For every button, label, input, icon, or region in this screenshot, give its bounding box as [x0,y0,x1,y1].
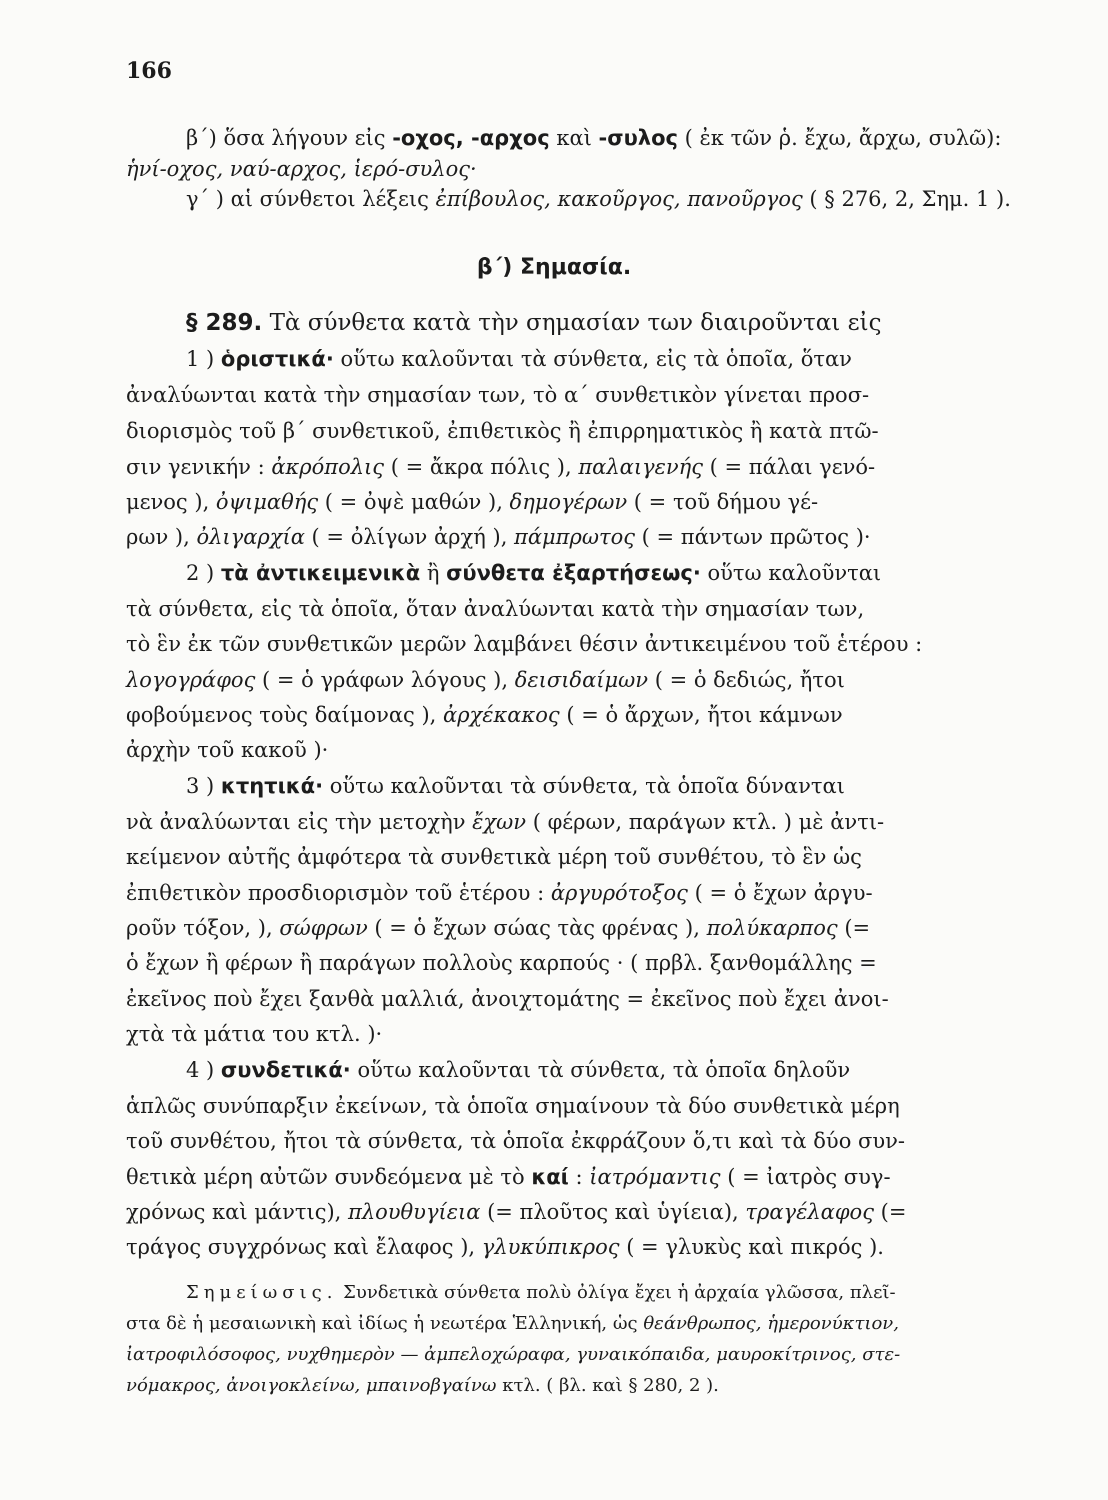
bold-term: ὁριστικά· [220,347,334,371]
text-line: διορισμὸς τοῦ β΄ συνθετικοῦ, ἐπιθετικὸς ἢ ἐπιρρηματικὸς ἢ κατὰ πτῶ- [126,419,879,443]
text-line [126,489,986,515]
italic-term: ἀκρόπολις [271,455,385,479]
text-span: οὕτω καλοῦνται τὰ σύνθετα, τὰ ὁποῖα δηλοῦν [350,1058,851,1082]
text-span: τράγος συγχρόνως καὶ ἔλαφος ), [126,1235,482,1259]
italic-term: δημογέρων [509,490,628,514]
text-line [126,1199,986,1225]
italic-term: ὀψιμαθής [215,490,319,514]
italic-term: πάμπρωτος [514,525,635,549]
text-span: φοβούμενος τοὺς δαίμονας ), [126,703,444,727]
text-span: ( ἐκ τῶν ῥ. ἔχω, ἄρχω, συλῶ): [677,126,1002,150]
text-line [186,1280,986,1306]
text-line: κείμενον αὐτῆς ἀμφότερα τὰ συνθετικὰ μέρη τοῦ συνθέτου, τὸ ἓν ὡς [126,845,862,869]
bold-term: κτητικά· [220,774,324,798]
text-line: ὁ ἔχων ἢ φέρων ἢ παράγων πολλοὺς καρπούς · ( πρβλ. ξανθομάλλης = [126,951,877,975]
bold-term: -συλος [598,126,678,150]
text-span: γ΄ ) αἱ σύνθετοι λέξεις [186,187,436,211]
text-line [126,880,986,906]
text-line: τοῦ συνθέτου, ἤτοι τὰ σύνθετα, τὰ ὁποῖα ἐκφράζουν ὅ,τι καὶ τὰ δύο συν- [126,1129,905,1153]
text-span: ἐπιθετικὸν προσδιορισμὸν τοῦ ἑτέρου : [126,881,551,905]
text-line: χτὰ τὰ μάτια του κτλ. )· [126,1022,383,1046]
text-span: οὕτω καλοῦνται τὰ σύνθετα, τὰ ὁποῖα δύνανται [323,774,845,798]
text-line [126,1234,986,1260]
text-span: ἢ [420,561,447,585]
text-line: ἡνί-οχος, ναύ-αρχος, ἱερό-συλος· [126,157,477,181]
section-number: § 289. [186,310,263,336]
text-span: ( § 276, 2, Σημ. 1 ). [802,187,1011,211]
text-span: χρόνως καὶ μάντις), [126,1200,349,1224]
text-span: οὕτω καλοῦνται τὰ σύνθετα, εἰς τὰ ὁποῖα, ὅταν [333,347,852,371]
text-line [126,915,986,941]
text-span: ( = πάντων πρῶτος )· [634,525,871,549]
text-span: ( = ὁ δεδιώς, ἤτοι [648,668,845,692]
text-span: (= πλοῦτος καὶ ὑγίεια), [480,1200,746,1224]
text-line: ἰατροφιλόσοφος, νυχθημερὸν — ἀμπελοχώραφα, γυναικόπαιδα, μαυροκίτρινος, στε- [126,1344,901,1365]
text-line: ἐκεῖνος ποὺ ἔχει ξανθὰ μαλλιά, ἀνοιχτομάτης = ἐκεῖνος ποὺ ἔχει ἀνοι- [126,987,889,1011]
bold-term: σύνθετα ἐξαρτήσεως· [446,561,701,585]
text-span: ρων ), [126,525,197,549]
text-line: τὸ ἓν ἐκ τῶν συνθετικῶν μερῶν λαμβάνει θέσιν ἀντικειμένου τοῦ ἑτέρου : [126,632,923,656]
text-span: ( = ἰατρὸς συγ- [720,1165,891,1189]
italic-term: ἔχων [472,810,527,834]
text-span: Τὰ σύνθετα κατὰ τὴν σημασίαν των διαιροῦνται εἰς [262,310,882,336]
bold-term: -οχος, -αρχος [392,126,550,150]
item-number: 1 ) [186,347,221,371]
text-line: ἀναλύωνται κατὰ τὴν σημασίαν των, τὸ α΄ συνθετικὸν γίνεται προσ- [126,383,870,407]
italic-term: νόμακρος, ἀνοιγοκλείνω, μπαινοβγαίνω [126,1375,497,1396]
text-line: ἀρχὴν τοῦ κακοῦ )· [126,738,329,762]
text-span: ( = ὁ γράφων λόγους ), [255,668,515,692]
italic-term: παλαιγενής [578,455,703,479]
text-line [126,1373,986,1399]
text-line [186,1057,986,1083]
italic-term: τραγέλαφος [745,1200,874,1224]
text-span: ( φέρων, παράγων κτλ. ) μὲ ἀντι- [526,810,885,834]
text-span: νὰ ἀναλύωνται εἰς τὴν μετοχὴν [126,810,473,834]
text-line [126,702,986,728]
text-span: ( = πάλαι γενό- [702,455,876,479]
text-span: καὶ [549,126,599,150]
text-line [186,773,986,799]
text-span: ( = ὀλίγων ἀρχή ), [304,525,515,549]
text-line [186,310,986,336]
page-number: 166 [126,58,172,84]
text-span: κτλ. ( βλ. καὶ § 280, 2 ). [496,1375,719,1396]
italic-term: ὀλιγαρχία [196,525,305,549]
italic-term: ἀρχέκακος [443,703,560,727]
text-line [186,125,1002,151]
text-span: (= [837,916,871,940]
text-span: ( = γλυκὺς καὶ πικρός ). [619,1235,884,1259]
text-line [186,560,986,586]
text-span: (= [873,1200,907,1224]
text-span: θετικὰ μέρη αὐτῶν συνδεόμενα μὲ τὸ [126,1165,532,1189]
text-span: οὕτω καλοῦνται [700,561,882,585]
text-span: ( = ὁ ἔχων ἀργυ- [687,881,873,905]
bold-term: τὰ ἀντικειμενικὰ [220,561,421,585]
text-span: ( = ἄκρα πόλις ), [384,455,579,479]
text-span: ( = ὀψὲ μαθών ), [318,490,510,514]
italic-term: δεισιδαίμων [514,668,649,692]
text-line: τὰ σύνθετα, εἰς τὰ ὁποῖα, ὅταν ἀναλύωνται κατὰ τὴν σημασίαν των, [126,597,865,621]
bold-term: συνδετικά· [220,1058,351,1082]
text-span: σιν γενικήν : [126,455,272,479]
item-number: 3 ) [186,774,221,798]
text-span: ( = τοῦ δήμου γέ- [627,490,819,514]
item-number: 2 ) [186,561,221,585]
italic-term: ἐπίβουλος, κακοῦργος, πανοῦργος [435,187,803,211]
text-line [186,186,1011,212]
section-heading: β΄) Σημασία. [476,255,632,280]
text-line [126,809,986,835]
italic-term: γλυκύπικρος [481,1235,620,1259]
text-span: ( = ὁ ἄρχων, ἤτοι κάμνων [559,703,843,727]
text-line [126,667,986,693]
item-number: 4 ) [186,1058,221,1082]
text-span: : [568,1165,590,1189]
italic-term: σώφρων [279,916,368,940]
text-line [126,1164,986,1190]
text-line: ἁπλῶς συνύπαρξιν ἐκείνων, τὰ ὁποῖα σημαίνουν τὰ δύο συνθετικὰ μέρη [126,1094,900,1118]
italic-term: πλουθυγίεια [348,1200,481,1224]
text-line [126,454,986,480]
italic-term: πολύκαρπος [706,916,838,940]
bold-term: καί [531,1165,569,1189]
text-span: β΄) ὅσα λήγουν εἰς [186,126,393,150]
text-line [186,346,986,372]
text-span: μενος ), [126,490,216,514]
text-span: ροῦν τόξον, ), [126,916,280,940]
text-line [126,1311,986,1337]
italic-term: θεάνθρωπος, ἡμερονύκτιον, [643,1313,899,1334]
italic-term: ἰατρόμαντις [589,1165,721,1189]
note-label: Σημείωσις. [186,1282,338,1303]
text-span: Συνδετικὰ σύνθετα πολὺ ὀλίγα ἔχει ἡ ἀρχαία γλῶσσα, πλεῖ- [337,1282,896,1303]
text-line [126,524,986,550]
text-span: στα δὲ ἡ μεσαιωνικὴ καὶ ἰδίως ἡ νεωτέρα Ἑλληνική, ὡς [126,1313,644,1334]
italic-term: λογογράφος [126,668,256,692]
text-span: ( = ὁ ἔχων σώας τὰς φρένας ), [367,916,707,940]
italic-term: ἀργυρότοξος [550,881,688,905]
